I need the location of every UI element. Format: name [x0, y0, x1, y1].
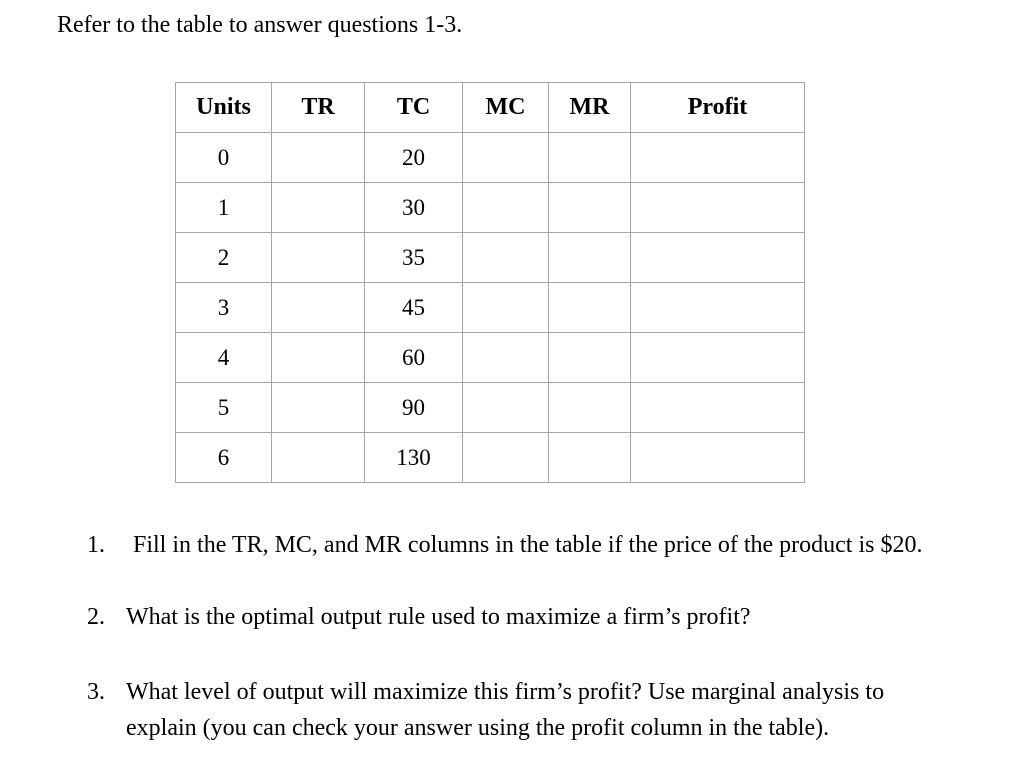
cell-profit: [631, 233, 805, 283]
cell-mc: [463, 133, 549, 183]
header-mc: MC: [463, 83, 549, 133]
cell-mc: [463, 383, 549, 433]
cost-table-container: [175, 82, 805, 483]
cell-tr: [272, 283, 365, 333]
cell-mr: [549, 383, 631, 433]
cell-units: 6: [176, 433, 272, 483]
question-text-line-2: explain (you can check your answer using the profit column in the table).: [126, 715, 830, 741]
cell-mr: [549, 133, 631, 183]
instruction-text: Refer to the table to answer questions 1-3.: [57, 12, 463, 38]
cell-mc: [463, 183, 549, 233]
table-row: [176, 433, 805, 483]
question-text-line-1: What level of output will maximize this firm’s profit? Use marginal analysis to: [126, 679, 885, 705]
cell-profit: [631, 283, 805, 333]
cell-profit: [631, 133, 805, 183]
cell-tc: 35: [365, 233, 463, 283]
cell-tc: 60: [365, 333, 463, 383]
cell-units: 1: [176, 183, 272, 233]
cell-units: 4: [176, 333, 272, 383]
table-row: [176, 133, 805, 183]
table-row: [176, 183, 805, 233]
cell-tc: 30: [365, 183, 463, 233]
header-units: Units: [176, 83, 272, 133]
cell-mc: [463, 433, 549, 483]
cell-mr: [549, 283, 631, 333]
question-text: What is the optimal output rule used to maximize a firm’s profit?: [126, 604, 751, 630]
cell-mr: [549, 433, 631, 483]
question-number: 3.: [87, 679, 105, 705]
question-3: [87, 674, 1007, 750]
cell-profit: [631, 183, 805, 233]
header-mr: MR: [549, 83, 631, 133]
cell-units: 0: [176, 133, 272, 183]
table-row: [176, 383, 805, 433]
cell-tr: [272, 183, 365, 233]
table-row: [176, 233, 805, 283]
header-profit: Profit: [631, 83, 805, 133]
question-2: [87, 599, 1007, 635]
cell-mc: [463, 333, 549, 383]
cell-mr: [549, 183, 631, 233]
cell-tc: 130: [365, 433, 463, 483]
cell-tr: [272, 133, 365, 183]
cell-units: 2: [176, 233, 272, 283]
question-number: 2.: [87, 604, 105, 630]
cell-tc: 20: [365, 133, 463, 183]
cost-table: [175, 82, 805, 483]
cell-tr: [272, 333, 365, 383]
cell-tc: 90: [365, 383, 463, 433]
cell-mc: [463, 283, 549, 333]
cell-tr: [272, 433, 365, 483]
question-text: Fill in the TR, MC, and MR columns in the table if the price of the product is $20.: [133, 532, 923, 558]
table-header-row: [176, 83, 805, 133]
cell-mr: [549, 333, 631, 383]
cell-profit: [631, 333, 805, 383]
header-tr: TR: [272, 83, 365, 133]
table-row: [176, 333, 805, 383]
cell-mr: [549, 233, 631, 283]
question-1: [87, 527, 1007, 563]
cell-tr: [272, 233, 365, 283]
cell-tr: [272, 383, 365, 433]
table-row: [176, 283, 805, 333]
cell-profit: [631, 433, 805, 483]
cell-tc: 45: [365, 283, 463, 333]
cell-mc: [463, 233, 549, 283]
header-tc: TC: [365, 83, 463, 133]
cell-profit: [631, 383, 805, 433]
cell-units: 5: [176, 383, 272, 433]
question-number: 1.: [87, 532, 105, 558]
cell-units: 3: [176, 283, 272, 333]
